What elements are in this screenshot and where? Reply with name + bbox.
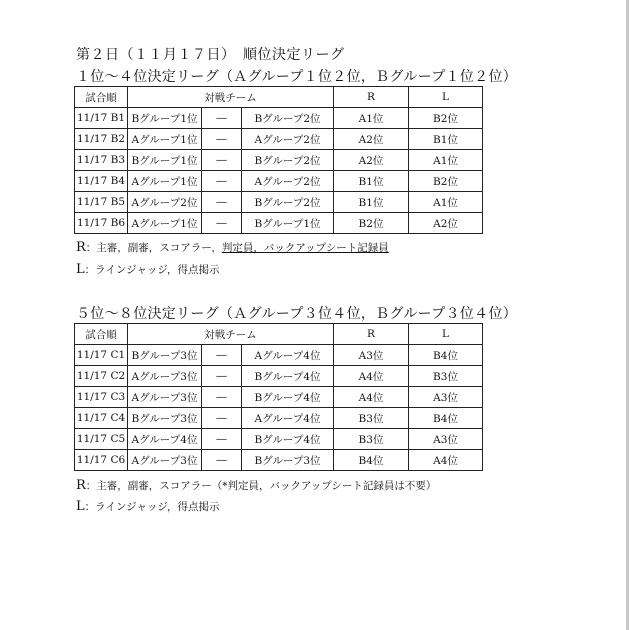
table-row: [75, 345, 483, 366]
table-row: [75, 150, 483, 171]
team-2-cell: Bグループ4位: [242, 387, 334, 408]
vs-dash-cell: ―: [202, 129, 242, 150]
day-title: 第２日（１１月１７日） 順位決定リーグ: [76, 47, 345, 63]
team-1-cell: Aグループ3位: [128, 366, 202, 387]
team-2-cell: Bグループ2位: [242, 108, 334, 129]
team-1-cell: Aグループ3位: [128, 450, 202, 471]
line-l-cell: A3位: [409, 429, 483, 450]
team-1-cell: Aグループ1位: [128, 129, 202, 150]
table-row: [75, 108, 483, 129]
referee-r-cell: A1位: [334, 108, 409, 129]
section-2-title: ５位～８位決定リーグ（Ａグループ３位４位，Ｂグループ３位４位）: [76, 306, 518, 322]
vs-dash-cell: ―: [202, 150, 242, 171]
referee-r-cell: B3位: [334, 429, 409, 450]
line-l-cell: B3位: [409, 366, 483, 387]
line-l-cell: A4位: [409, 450, 483, 471]
line-l-cell: B4位: [409, 408, 483, 429]
note-l-prefix: L: [76, 262, 85, 277]
team-2-cell: Bグループ1位: [242, 213, 334, 234]
vs-dash-cell: ―: [202, 171, 242, 192]
team-1-cell: Bグループ1位: [128, 150, 202, 171]
referee-r-cell: A2位: [334, 150, 409, 171]
vs-dash-cell: ―: [202, 345, 242, 366]
referee-r-cell: A4位: [334, 387, 409, 408]
line-l-cell: A1位: [409, 192, 483, 213]
note-l-text: ：ラインジャッジ，得点掲示: [84, 501, 220, 513]
team-1-cell: Aグループ3位: [128, 387, 202, 408]
line-l-cell: B4位: [409, 345, 483, 366]
table-row: [75, 366, 483, 387]
note-r-1: [76, 240, 389, 255]
table-row: [75, 450, 483, 471]
referee-r-cell: B2位: [334, 213, 409, 234]
header-l: L: [409, 324, 483, 345]
note-l-2: [76, 499, 220, 514]
team-1-cell: Aグループ1位: [128, 213, 202, 234]
header-teams: 対戦チーム: [128, 324, 334, 345]
table-row: [75, 408, 483, 429]
match-no-cell: 11/17 C3: [75, 387, 128, 408]
team-2-cell: Bグループ2位: [242, 192, 334, 213]
team-1-cell: Bグループ1位: [128, 108, 202, 129]
table-header-row: [75, 324, 483, 345]
referee-r-cell: B4位: [334, 450, 409, 471]
header-r: R: [334, 324, 409, 345]
vs-dash-cell: ―: [202, 387, 242, 408]
team-2-cell: Aグループ4位: [242, 345, 334, 366]
match-no-cell: 11/17 C4: [75, 408, 128, 429]
match-no-cell: 11/17 C1: [75, 345, 128, 366]
vs-dash-cell: ―: [202, 366, 242, 387]
team-2-cell: Bグループ3位: [242, 450, 334, 471]
match-no-cell: 11/17 C6: [75, 450, 128, 471]
note-r-prefix: R: [76, 240, 86, 255]
team-1-cell: Aグループ1位: [128, 171, 202, 192]
vs-dash-cell: ―: [202, 108, 242, 129]
schedule-table-2: [74, 323, 483, 471]
match-no-cell: 11/17 C2: [75, 366, 128, 387]
note-l-1: [76, 262, 220, 277]
referee-r-cell: A4位: [334, 366, 409, 387]
team-2-cell: Aグループ4位: [242, 408, 334, 429]
match-no-cell: 11/17 B4: [75, 171, 128, 192]
table-row: [75, 213, 483, 234]
line-l-cell: B2位: [409, 108, 483, 129]
note-r-underlined: 判定員，バックアップシート記録員: [221, 242, 389, 254]
note-l-text: ：ラインジャッジ，得点掲示: [84, 264, 220, 276]
team-2-cell: Aグループ2位: [242, 129, 334, 150]
match-no-cell: 11/17 B2: [75, 129, 128, 150]
team-1-cell: Bグループ3位: [128, 408, 202, 429]
note-l-prefix: L: [76, 499, 85, 514]
match-no-cell: 11/17 B1: [75, 108, 128, 129]
table-body: [75, 108, 483, 234]
match-no-cell: 11/17 B3: [75, 150, 128, 171]
line-l-cell: A1位: [409, 150, 483, 171]
team-1-cell: Aグループ2位: [128, 192, 202, 213]
referee-r-cell: B3位: [334, 408, 409, 429]
section-1-title: １位～４位決定リーグ（Ａグループ１位２位，Ｂグループ１位２位）: [76, 69, 518, 85]
line-l-cell: B2位: [409, 171, 483, 192]
vs-dash-cell: ―: [202, 429, 242, 450]
team-2-cell: Aグループ2位: [242, 171, 334, 192]
header-match-no: 試合順: [75, 324, 128, 345]
vs-dash-cell: ―: [202, 213, 242, 234]
header-l: L: [409, 87, 483, 108]
match-no-cell: 11/17 B6: [75, 213, 128, 234]
header-r: R: [334, 87, 409, 108]
schedule-table-1: [74, 86, 483, 234]
table-row: [75, 129, 483, 150]
team-1-cell: Aグループ4位: [128, 429, 202, 450]
team-2-cell: Bグループ4位: [242, 429, 334, 450]
note-r-plain: ：主審，副審，スコアラー（*判定員，バックアップシート記録員は不要）: [85, 480, 437, 492]
team-1-cell: Bグループ3位: [128, 345, 202, 366]
referee-r-cell: A3位: [334, 345, 409, 366]
header-match-no: 試合順: [75, 87, 128, 108]
note-r-plain: ：主審，副審，スコアラー，: [85, 242, 222, 254]
table-row: [75, 171, 483, 192]
line-l-cell: A2位: [409, 213, 483, 234]
table-body: [75, 345, 483, 471]
line-l-cell: B1位: [409, 129, 483, 150]
match-no-cell: 11/17 B5: [75, 192, 128, 213]
team-2-cell: Bグループ2位: [242, 150, 334, 171]
match-no-cell: 11/17 C5: [75, 429, 128, 450]
vs-dash-cell: ―: [202, 408, 242, 429]
table-row: [75, 429, 483, 450]
referee-r-cell: A2位: [334, 129, 409, 150]
referee-r-cell: B1位: [334, 192, 409, 213]
line-l-cell: A3位: [409, 387, 483, 408]
team-2-cell: Bグループ4位: [242, 366, 334, 387]
header-teams: 対戦チーム: [128, 87, 334, 108]
table-header-row: [75, 87, 483, 108]
note-r-prefix: R: [76, 478, 86, 493]
vs-dash-cell: ―: [202, 192, 242, 213]
referee-r-cell: B1位: [334, 171, 409, 192]
table-row: [75, 387, 483, 408]
table-row: [75, 192, 483, 213]
note-r-2: [76, 478, 436, 493]
vs-dash-cell: ―: [202, 450, 242, 471]
